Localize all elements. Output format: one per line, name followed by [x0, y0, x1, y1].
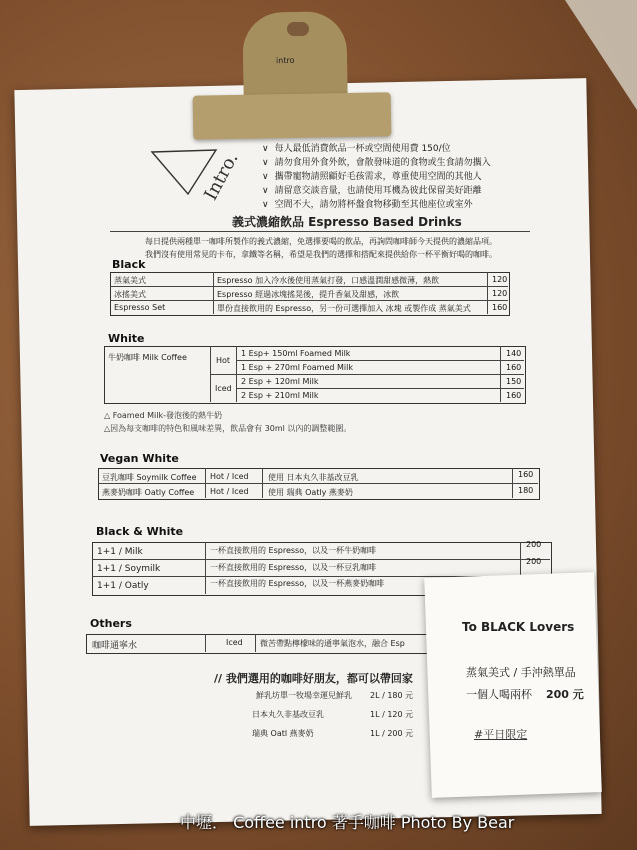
friends-item: 瑞典 Oatl 燕麥奶 — [252, 729, 314, 738]
vegan-item-price: 160 — [518, 470, 534, 479]
white-option-price: 160 — [506, 363, 522, 372]
bw-item-name: 1+1 / Milk — [97, 547, 143, 557]
black-item-name: Espresso Set — [114, 303, 166, 312]
menu-title: 義式濃縮飲品 Espresso Based Drinks — [232, 215, 462, 229]
rule-item: ∨ 請勿食用外食外飲，會散發味道的食物或生食請勿攜入 — [262, 158, 491, 168]
black-item-price: 120 — [492, 289, 508, 298]
friends-item: 日本丸久非基改豆乳 — [252, 710, 324, 719]
friends-item: 鮮乳坊單一牧場幸運兒鮮乳 — [256, 691, 352, 700]
promo-card-badge: #平日限定 — [474, 728, 528, 741]
bw-item-price: 200 — [526, 557, 542, 566]
white-hot-label: Hot — [216, 356, 231, 365]
friends-item-price: 2L / 180 元 — [370, 691, 414, 700]
vegan-item-temp: Hot / Iced — [210, 472, 249, 481]
black-item-price: 120 — [492, 275, 508, 284]
others-item-name: 咖啡通寧水 — [92, 641, 138, 651]
white-note: △因為每支咖啡的特色和風味差異，飲品會有 30ml 以內的調整範圍。 — [104, 424, 352, 433]
black-item-name: 蒸氣美式 — [114, 276, 146, 285]
vegan-item-price: 180 — [518, 486, 534, 495]
section-others: Others — [90, 617, 132, 630]
friends-item-price: 1L / 120 元 — [370, 710, 414, 719]
black-item-desc: Espresso 經過冰塊搖晃後，提升香氣及甜感，冰飲 — [217, 290, 400, 299]
section-white: White — [108, 332, 145, 345]
others-item-temp: Iced — [226, 638, 243, 647]
section-black-white: Black & White — [96, 525, 184, 538]
white-item-name: 牛奶咖啡 Milk Coffee — [108, 353, 187, 362]
black-item-desc: Espresso 加入冷水後使用蒸氣打發，口感溫潤甜感微薄，熱飲 — [217, 276, 440, 285]
bw-item-name: 1+1 / Soymilk — [97, 564, 161, 574]
rule-item: ∨ 每人最低消費飲品一杯或空間使用費 150/位 — [262, 144, 451, 154]
vegan-item-desc: 使用 日本丸久非基改豆乳 — [268, 473, 359, 482]
vegan-item-desc: 使用 瑞典 Oatly 燕麥奶 — [268, 488, 353, 497]
section-vegan: Vegan White — [100, 452, 179, 465]
black-item-desc: 單份直接飲用的 Espresso，另一份可選擇加入 冰塊 或製作成 蒸氣美式 — [217, 304, 471, 313]
bw-item-price: 200 — [526, 540, 542, 549]
promo-card — [424, 572, 602, 798]
promo-card-title: To BLACK Lovers — [462, 620, 575, 634]
vegan-item-name: 燕麥奶咖啡 Oatly Coffee — [102, 488, 195, 497]
others-item-desc: 微苦帶點檸檬味的通寧氣泡水，融合 Esp — [260, 639, 405, 648]
title-divider — [110, 231, 530, 232]
house-rules — [262, 142, 491, 212]
vegan-item-name: 豆乳咖啡 Soymilk Coffee — [102, 473, 197, 482]
white-note: △ Foamed Milk-發泡後的熱牛奶 — [104, 411, 223, 420]
clip-logo: intro — [275, 55, 295, 66]
intro-logo-text: Intro. — [200, 149, 243, 204]
black-item-price: 160 — [492, 303, 508, 312]
bw-item-desc: 一杯直接飲用的 Espresso，以及一杯牛奶咖啡 — [210, 546, 377, 555]
rule-item: ∨ 空間不大，請勿將杯盤食物移動至其他座位或室外 — [262, 200, 473, 210]
promo-card-line: 蒸氣美式 / 手沖熱單品 — [466, 666, 576, 679]
friends-heading: // 我們選用的咖啡好朋友，都可以帶回家 — [214, 672, 413, 685]
friends-item-price: 1L / 200 元 — [370, 729, 414, 738]
white-option: 2 Esp + 210ml Milk — [241, 391, 319, 400]
bw-item-name: 1+1 / Oatly — [97, 581, 149, 591]
menu-intro: 每日提供兩種單一咖啡所製作的義式濃縮，免選擇要喝的飲品，再詢問咖啡師今天提供的濃縮品項。 我們沒有使用常見的卡布，拿鐵等名稱，希望是我們的選擇和搭配來提供給你一杯平衡好喝的咖啡。 — [145, 237, 497, 259]
bw-item-desc: 一杯直接飲用的 Espresso，以及一杯豆乳咖啡 — [210, 563, 377, 572]
vegan-item-temp: Hot / Iced — [210, 487, 249, 496]
white-option-price: 160 — [506, 391, 522, 400]
promo-card-price: 200 元 — [546, 688, 584, 701]
rule-item: ∨ 請留意交談音量，也請使用耳機為彼此保留美好距離 — [262, 186, 482, 196]
bw-item-desc: 一杯直接飲用的 Espresso，以及一杯燕麥奶咖啡 — [210, 579, 385, 588]
photo-caption: 中壢． Coffee intro 著手咖啡 Photo By Bear — [180, 813, 515, 832]
rule-item: ∨ 攜帶寵物請照顧好毛孩需求，尊重使用空間的其他人 — [262, 172, 482, 182]
clip-hole — [287, 22, 309, 36]
white-option-price: 140 — [506, 349, 522, 358]
promo-card-line: 一個人喝兩杯 — [466, 688, 532, 701]
white-iced-label: Iced — [215, 384, 232, 393]
white-option: 1 Esp+ 150ml Foamed Milk — [241, 349, 351, 358]
clipboard-clip — [193, 92, 392, 139]
section-black: Black — [112, 258, 146, 271]
white-option-price: 150 — [506, 377, 522, 386]
white-option: 2 Esp + 120ml Milk — [241, 377, 319, 386]
black-item-name: 冰搖美式 — [114, 290, 146, 299]
white-option: 1 Esp + 270ml Foamed Milk — [241, 363, 353, 372]
